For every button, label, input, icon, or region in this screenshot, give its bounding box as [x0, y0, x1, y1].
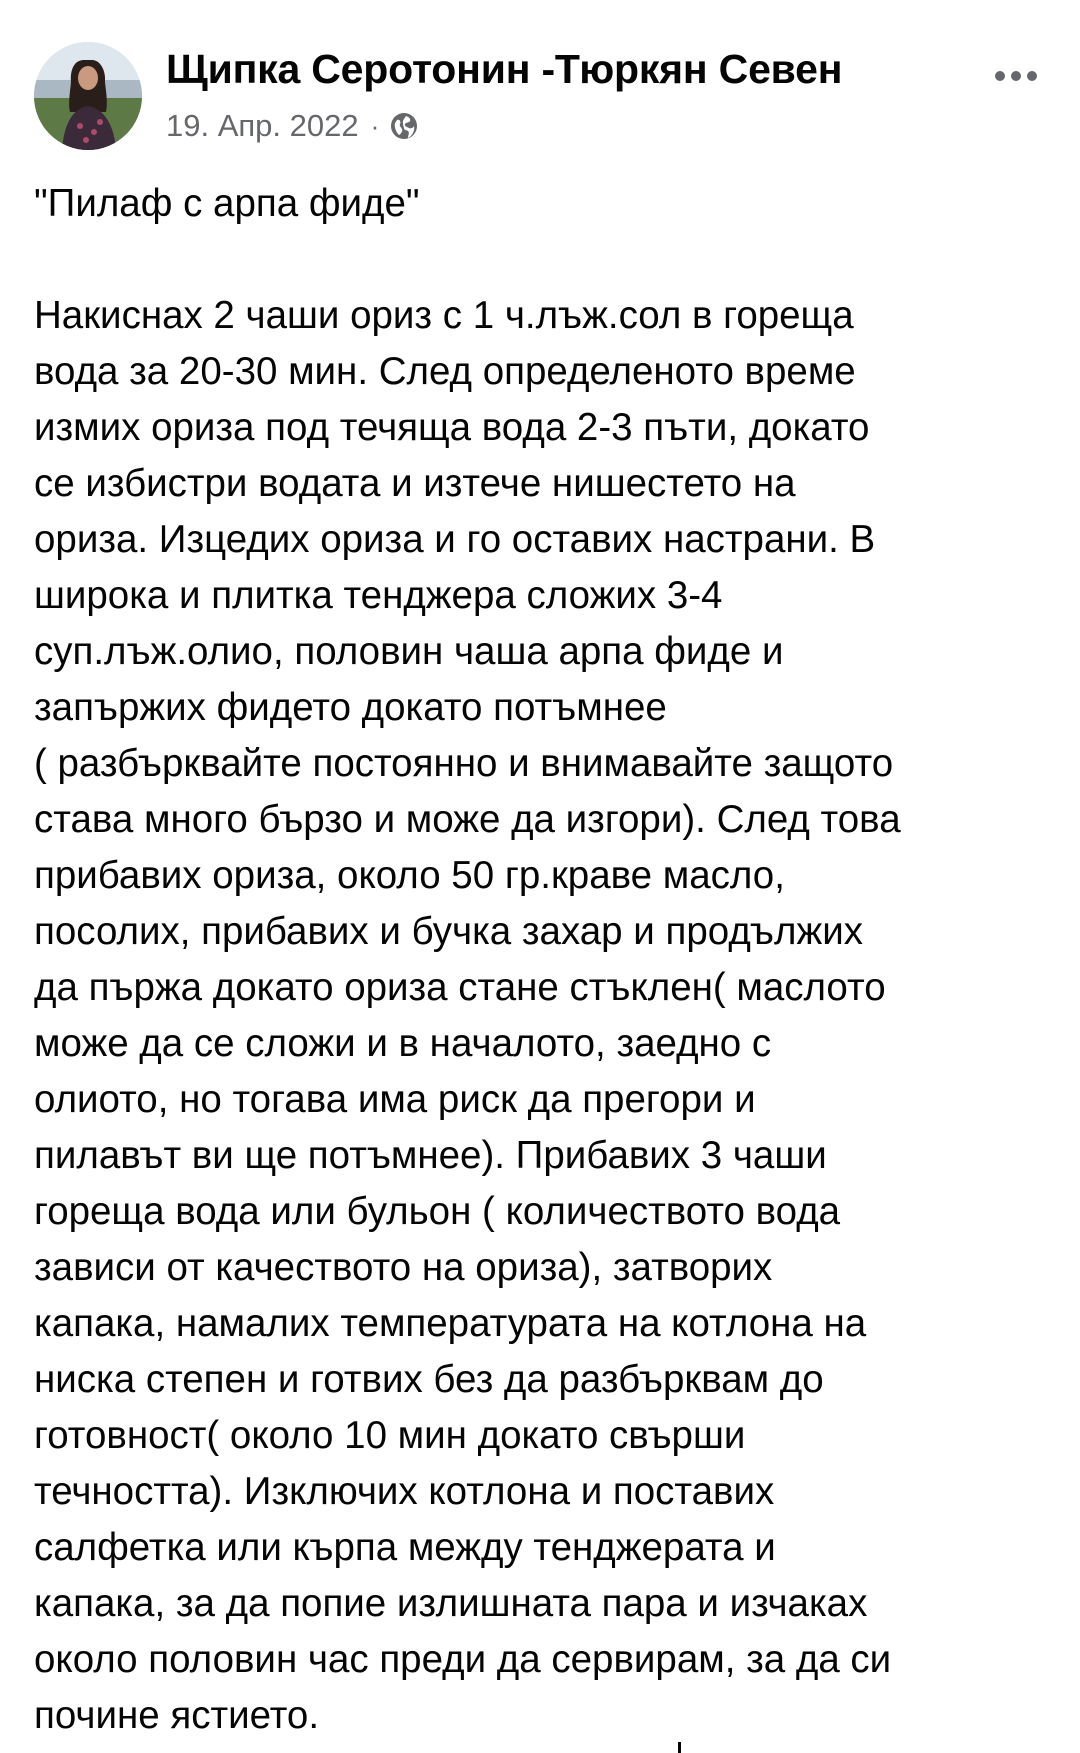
author-name[interactable]: Щипка Серотонин -Тюркян Севен	[166, 46, 843, 92]
post-header	[34, 40, 1046, 152]
more-options-icon	[995, 71, 1005, 81]
globe-icon[interactable]	[389, 111, 419, 141]
recipe-title: "Пилаф с арпа фиде"	[34, 182, 420, 225]
recipe-text: Накиснах 2 чаши ориз с 1 ч.лъж.сол в гореща вода за 20-30 мин. След определеното време измих ориза под течяща вода 2-3 пъти, докато се избистри водата и изтече нишестето на ориза. Изцедих ориза и го оставих настрани. В широка и плитка тенджера сложих 3-4 суп.лъж.олио, половин чаша арпа фиде и запържих фидето докато потъмнее ( разбърквайте постоянно и внимавайте защото става много бързо и може да изгори). След това прибавих ориза, около 50 гр.краве масло, посолих, прибавих и бучка захар и продължих да пържа докато ориза стане стъклен( маслото може да се сложи и в началото, заедно с олиото, но тогава има риск да прегори и пилавът ви ще потъмнее). Прибавих 3 чаши гореща вода или бульон ( количеството вода зависи от качеството на ориза), затворих капака, намалих температурата на котлона на ниска степен и готвих без да разбърквам до готовност( около 10 мин докато свърши течността). Изключих котлона и поставих салфетка или кърпа между тенджерата и капака, за да попие излишната пара и изчаках около половин час преди да сервирам, за да си почине ястието.	[34, 294, 901, 1737]
post-body	[34, 176, 1050, 1744]
more-options-button[interactable]	[986, 56, 1046, 96]
author-avatar[interactable]	[34, 42, 142, 150]
meta-separator: ·	[370, 110, 380, 141]
avatar-photo	[34, 42, 142, 150]
cropped-text-fragment	[678, 1742, 681, 1753]
post-meta	[166, 106, 419, 146]
more-options-icon-dot	[1011, 71, 1021, 81]
more-options-icon-dot	[1027, 71, 1037, 81]
post-date[interactable]: 19. Апр. 2022	[166, 108, 359, 143]
